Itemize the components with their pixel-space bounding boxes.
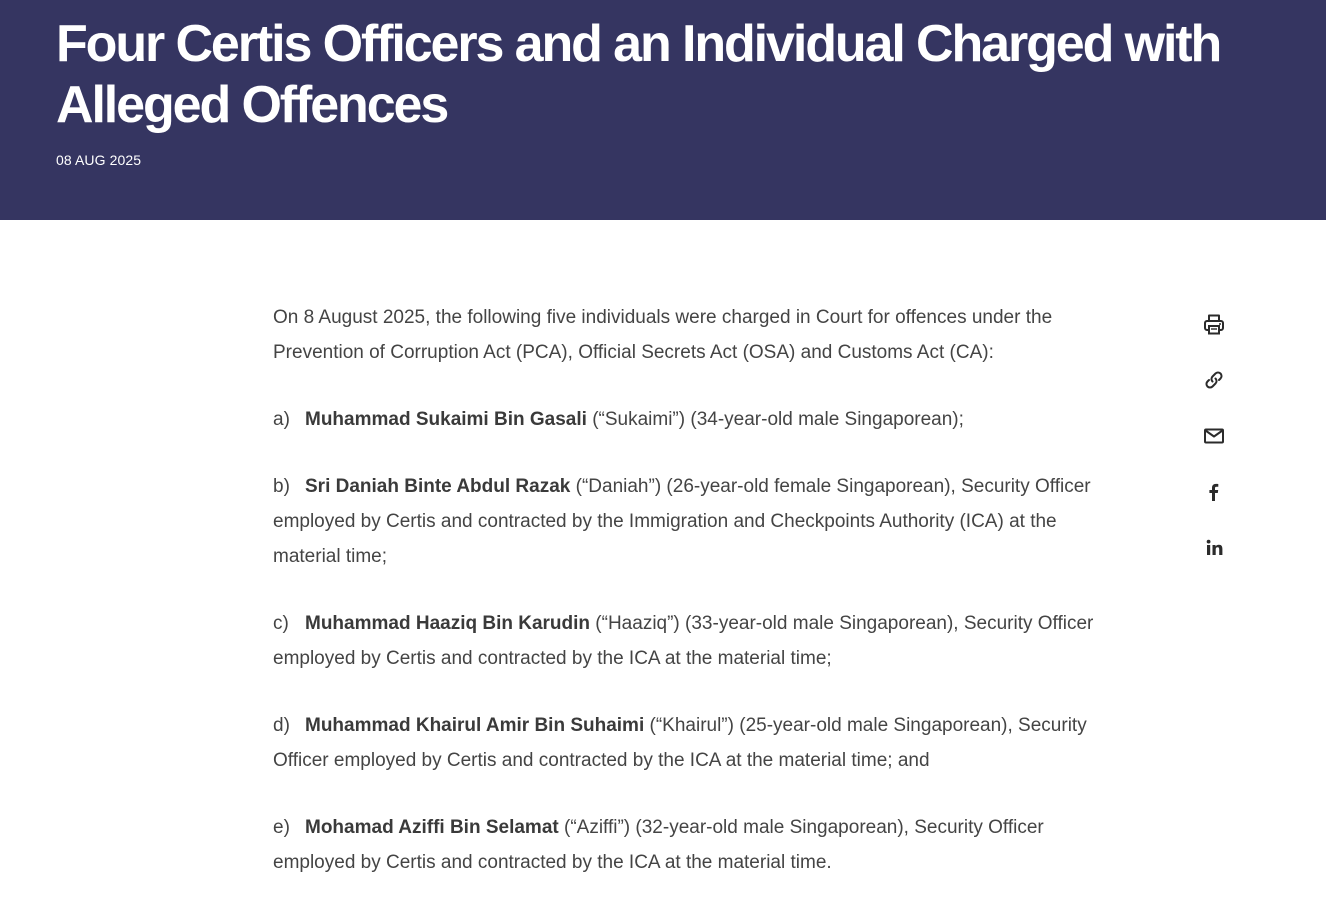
list-item-label: b) xyxy=(273,476,290,497)
share-toolbar xyxy=(1200,310,1228,590)
individual-name: Muhammad Sukaimi Bin Gasali xyxy=(305,409,587,430)
mail-icon xyxy=(1200,422,1228,450)
publish-date: 08 AUG 2025 xyxy=(56,152,142,168)
print-button[interactable] xyxy=(1200,310,1228,338)
print-icon xyxy=(1200,310,1228,338)
individual-name: Muhammad Haaziq Bin Karudin xyxy=(305,613,591,634)
page-title: Four Certis Officers and an Individual Charged with Alleged Offences xyxy=(56,15,1221,134)
list-item xyxy=(273,708,1113,778)
individual-name: Mohamad Aziffi Bin Selamat xyxy=(305,817,559,838)
copy-link-button[interactable] xyxy=(1200,366,1228,394)
individual-name: Sri Daniah Binte Abdul Razak xyxy=(305,476,571,497)
individual-details: (“Sukaimi”) (34-year-old male Singaporean); xyxy=(586,409,964,430)
page-header xyxy=(0,0,1326,220)
list-item-label: e) xyxy=(273,817,290,838)
facebook-share-button[interactable] xyxy=(1200,478,1228,506)
individual-details: (“Aziffi”) (32-year-old male Singaporean), Security Officer employed by Certis and contracted by the ICA at the material time. xyxy=(273,817,1044,873)
article-intro: On 8 August 2025, the following five individuals were charged in Court for offences under the Prevention of Corruption Act (PCA), Official Secrets Act (OSA) and Customs Act (CA): xyxy=(273,307,1053,363)
individual-name: Muhammad Khairul Amir Bin Suhaimi xyxy=(305,715,645,736)
list-item-label: a) xyxy=(273,409,290,430)
list-item-label: c) xyxy=(273,613,289,634)
list-item xyxy=(273,469,1113,574)
list-item-label: d) xyxy=(273,715,290,736)
individual-details: (“Daniah”) (26-year-old female Singaporean), Security Officer employed by Certis and contracted by the Immigration and Checkpoints Authority (ICA) at the material time; xyxy=(273,476,1091,567)
linkedin-icon xyxy=(1200,534,1228,562)
article-body xyxy=(273,300,1113,912)
facebook-icon xyxy=(1200,478,1228,506)
link-icon xyxy=(1200,366,1228,394)
individual-details: (“Haaziq”) (33-year-old male Singaporean), Security Officer employed by Certis and contracted by the ICA at the material time; xyxy=(273,613,1094,669)
list-item xyxy=(273,606,1113,676)
email-share-button[interactable] xyxy=(1200,422,1228,450)
linkedin-share-button[interactable] xyxy=(1200,534,1228,562)
list-item xyxy=(273,810,1113,880)
individual-details: (“Khairul”) (25-year-old male Singaporean), Security Officer employed by Certis and contracted by the ICA at the material time; and xyxy=(273,715,1087,771)
list-item xyxy=(273,402,1113,437)
